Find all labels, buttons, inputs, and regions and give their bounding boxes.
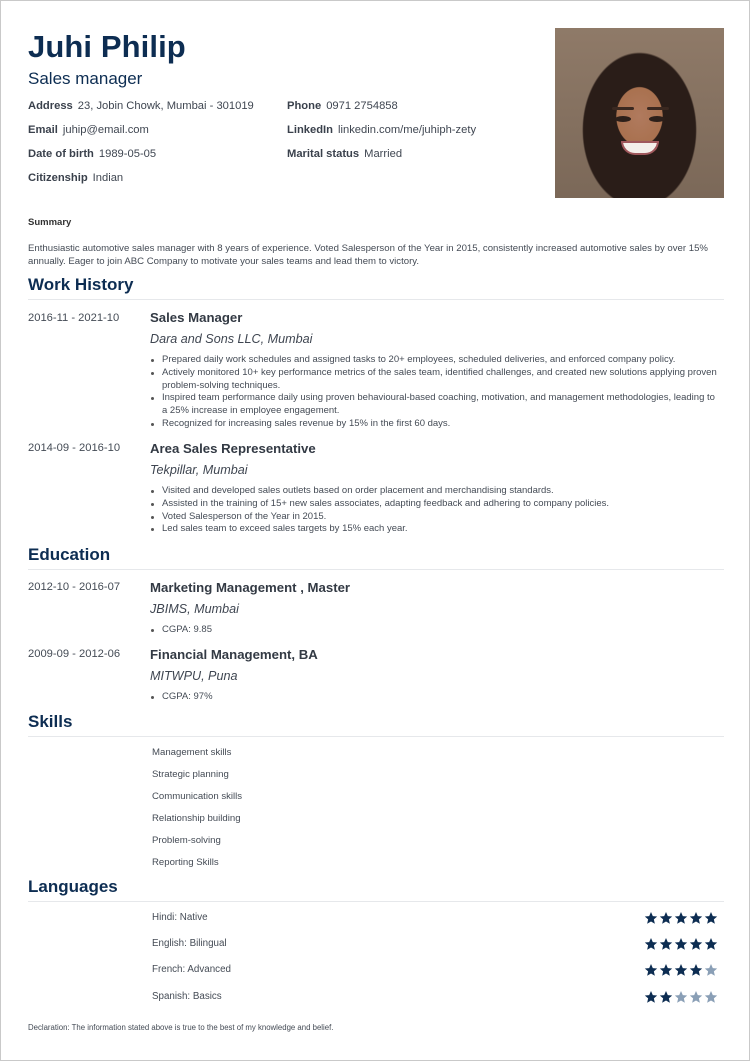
job-title: Sales Manager (150, 310, 243, 325)
education-bullets (150, 624, 720, 637)
education-dates: 2009-09 - 2012-06 (28, 648, 121, 660)
skill-item: Management skills (152, 747, 232, 758)
star-filled-icon (644, 963, 658, 977)
contact-label: LinkedIn (287, 124, 333, 136)
degree-title: Marketing Management , Master (150, 580, 351, 595)
section-divider (28, 299, 724, 300)
bullet-item: Inspired team performance daily using proven behavioural-based coaching, motivation, and management methodologies, leading to a 25% increase in employee engagement. (150, 392, 720, 418)
language-item: Spanish: Basics (152, 991, 222, 1002)
contact-email (28, 124, 149, 136)
section-divider (28, 901, 724, 902)
education-bullets (150, 691, 720, 704)
job-bullets (150, 354, 720, 431)
contact-value: 0971 2754858 (326, 100, 398, 112)
candidate-name: Juhi Philip (28, 29, 186, 64)
star-filled-icon (689, 911, 703, 925)
school-name: MITWPU, Puna (150, 669, 238, 683)
contact-value: 1989-05-05 (98, 148, 157, 160)
contact-value: 23, Jobin Chowk, Mumbai - 301019 (77, 100, 254, 112)
skill-item: Relationship building (152, 813, 241, 824)
contact-linkedin (287, 124, 476, 136)
candidate-job-title: Sales manager (28, 69, 143, 88)
star-filled-icon (704, 911, 718, 925)
school-name: JBIMS, Mumbai (150, 602, 239, 616)
star-empty-icon (704, 963, 718, 977)
section-divider (28, 736, 724, 737)
language-rating (644, 911, 718, 925)
skill-item: Problem-solving (152, 835, 221, 846)
bullet-item: Assisted in the training of 15+ new sales associates, adapting feedback and adhering to company policies. (150, 498, 720, 511)
contact-label: Citizenship (28, 172, 88, 184)
job-dates: 2016-11 - 2021-10 (28, 312, 120, 324)
contact-phone (287, 100, 398, 112)
job-employer: Dara and Sons LLC, Mumbai (150, 332, 313, 346)
summary-text: Enthusiastic automotive sales manager with 8 years of experience. Voted Salesperson of the Year in 2015, consistently increased automotive sales by over 15% annually. Eager to join ABC Company to motivate your sales teams and lead them to victory. (28, 243, 708, 267)
contact-value: Indian (92, 172, 124, 184)
contact-value: juhip@email.com (62, 124, 149, 136)
section-divider (28, 569, 724, 570)
language-item: French: Advanced (152, 964, 231, 975)
star-filled-icon (659, 963, 673, 977)
section-heading-languages: Languages (28, 877, 118, 896)
contact-label: Email (28, 124, 58, 136)
job-title: Area Sales Representative (150, 441, 316, 456)
language-rating (644, 963, 718, 977)
job-dates: 2014-09 - 2016-10 (28, 442, 121, 454)
job-employer: Tekpillar, Mumbai (150, 463, 248, 477)
star-filled-icon (659, 911, 673, 925)
contact-citizenship (28, 172, 123, 184)
star-filled-icon (644, 937, 658, 951)
star-filled-icon (689, 963, 703, 977)
bullet-item: Actively monitored 10+ key performance metrics of the sales team, identified challenges, and created new solutions applying proven problem-solving techniques. (150, 367, 720, 393)
star-filled-icon (659, 937, 673, 951)
skill-item: Reporting Skills (152, 857, 219, 868)
degree-title: Financial Management, BA (150, 647, 318, 662)
contact-label: Date of birth (28, 148, 94, 160)
bullet-item: Visited and developed sales outlets based on order placement and merchandising standards. (150, 485, 720, 498)
language-rating (644, 990, 718, 1004)
photo-detail (649, 116, 665, 122)
contact-label: Phone (287, 100, 322, 112)
language-rating (644, 937, 718, 951)
star-filled-icon (704, 937, 718, 951)
language-item: English: Bilingual (152, 938, 227, 949)
contact-label: Marital status (287, 148, 360, 160)
photo-detail (621, 141, 659, 155)
contact-address (28, 100, 254, 112)
skill-item: Communication skills (152, 791, 243, 802)
contact-date-of-birth (28, 148, 156, 160)
skill-item: Strategic planning (152, 769, 229, 780)
star-filled-icon (674, 911, 688, 925)
contact-value: linkedin.com/me/juhiph-zety (338, 124, 477, 136)
star-empty-icon (674, 990, 688, 1004)
bullet-item: CGPA: 97% (150, 691, 720, 704)
profile-photo (555, 28, 724, 198)
star-filled-icon (644, 911, 658, 925)
star-filled-icon (674, 963, 688, 977)
declaration-text: Declaration: The information stated above is true to the best of my knowledge and belief. (28, 1023, 334, 1032)
education-dates: 2012-10 - 2016-07 (28, 581, 121, 593)
star-filled-icon (674, 937, 688, 951)
star-empty-icon (704, 990, 718, 1004)
star-filled-icon (644, 990, 658, 1004)
contact-value: Married (364, 148, 403, 160)
bullet-item: Led sales team to exceed sales targets by 15% each year. (150, 523, 720, 536)
bullet-item: Recognized for increasing sales revenue by 15% in the first 60 days. (150, 418, 720, 431)
bullet-item: Prepared daily work schedules and assigned tasks to 20+ employees, scheduled deliveries, and enforced company policy. (150, 354, 720, 367)
star-empty-icon (689, 990, 703, 1004)
star-filled-icon (689, 937, 703, 951)
photo-detail (615, 116, 631, 122)
contact-marital-status (287, 148, 402, 160)
contact-label: Address (28, 100, 73, 112)
job-bullets (150, 485, 720, 536)
language-item: Hindi: Native (152, 912, 208, 923)
section-heading-work-history: Work History (28, 275, 134, 294)
photo-detail (612, 107, 634, 110)
section-heading-skills: Skills (28, 712, 73, 731)
bullet-item: CGPA: 9.85 (150, 624, 720, 637)
summary-label: Summary (28, 217, 72, 228)
bullet-item: Voted Salesperson of the Year in 2015. (150, 511, 720, 524)
photo-detail (647, 107, 669, 110)
star-filled-icon (659, 990, 673, 1004)
section-heading-education: Education (28, 545, 111, 564)
